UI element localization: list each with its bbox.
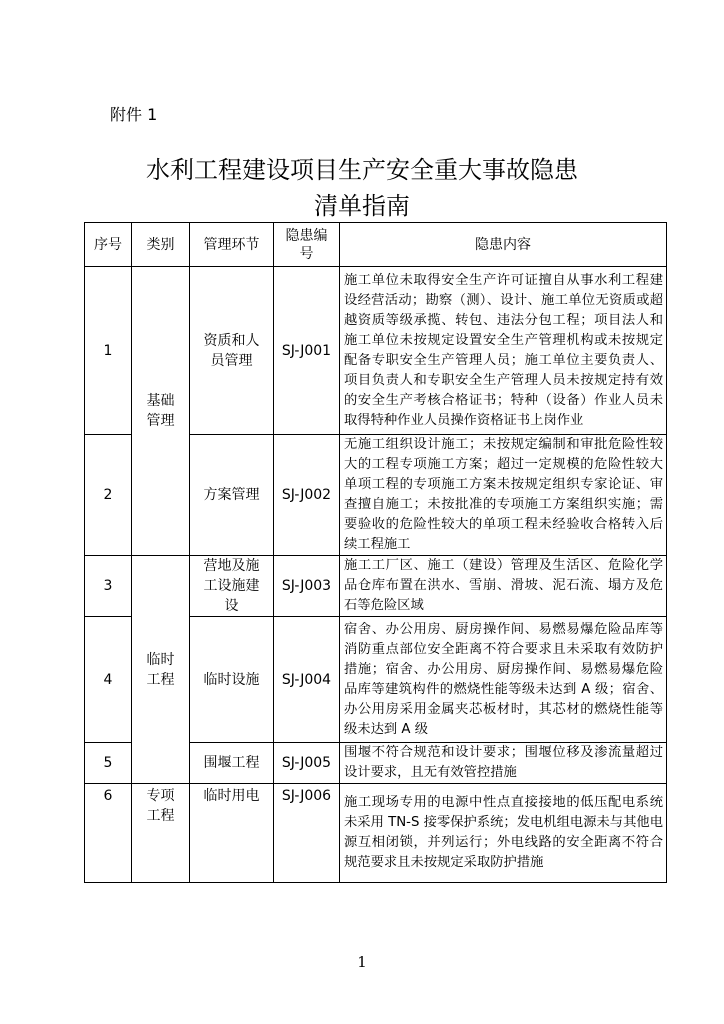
table-header-row	[85, 223, 667, 267]
document-title-line1: 水利工程建设项目生产安全重大事故隐患	[146, 156, 578, 184]
row-seq: 1	[85, 267, 132, 435]
row-content: 施工单位未取得安全生产许可证擅自从事水利工程建设经营活动；勘察（测）、设计、施工单位无资质或超越资质等级承揽、转包、违法分包工程；项目法人和施工单位未按规定设置安全生产管理机构或未按规定配备专职安全生产管理人员；施工单位主要负责人、项目负责人和专职安全生产管理人员未按规定持有效的安全生产考核合格证书；特种（设备）作业人员未取得特种作业人员操作资格证书上岗作业	[340, 267, 667, 435]
row-code: SJ-J005	[274, 743, 340, 784]
row-code: SJ-J006	[274, 784, 340, 883]
table-row	[85, 784, 667, 883]
page-number: 1	[357, 953, 367, 971]
hazard-table	[84, 222, 667, 883]
row-code: SJ-J002	[274, 435, 340, 556]
header-content: 隐患内容	[340, 223, 667, 267]
row-seq: 4	[85, 617, 132, 743]
document-title-line2: 清单指南	[314, 192, 410, 220]
row-content: 施工现场专用的电源中性点直接接地的低压配电系统未采用 TN-S 接零保护系统；发电机组电源未与其他电源互相闭锁，并列运行；外电线路的安全距离不符合规范要求且未按规定采取防护措施	[340, 784, 667, 883]
row-code: SJ-J001	[274, 267, 340, 435]
category-cell: 专项工程	[132, 784, 190, 883]
row-management: 临时用电	[190, 784, 274, 883]
row-management: 资质和人员管理	[190, 267, 274, 435]
header-category: 类别	[132, 223, 190, 267]
row-code: SJ-J003	[274, 556, 340, 617]
row-seq: 6	[85, 784, 132, 883]
row-management: 围堰工程	[190, 743, 274, 784]
table-row	[85, 556, 667, 617]
table-row	[85, 267, 667, 435]
header-seq: 序号	[85, 223, 132, 267]
row-code: SJ-J004	[274, 617, 340, 743]
attachment-label: 附件 1	[110, 105, 158, 124]
row-management: 临时设施	[190, 617, 274, 743]
row-content: 施工工厂区、施工（建设）管理及生活区、危险化学品仓库布置在洪水、雪崩、滑坡、泥石流、塌方及危石等危险区域	[340, 556, 667, 617]
category-cell: 临时工程	[132, 556, 190, 784]
category-cell: 基础管理	[132, 267, 190, 556]
row-content: 围堰不符合规范和设计要求；围堰位移及渗流量超过设计要求，且无有效管控措施	[340, 743, 667, 784]
row-seq: 2	[85, 435, 132, 556]
header-management: 管理环节	[190, 223, 274, 267]
row-seq: 5	[85, 743, 132, 784]
header-code: 隐患编号	[274, 223, 340, 267]
row-seq: 3	[85, 556, 132, 617]
row-management: 营地及施工设施建设	[190, 556, 274, 617]
row-content: 宿舍、办公用房、厨房操作间、易燃易爆危险品库等消防重点部位安全距离不符合要求且未采取有效防护措施；宿舍、办公用房、厨房操作间、易燃易爆危险品库等建筑构件的燃烧性能等级未达到 A 级；宿舍、办公用房采用金属夹芯板材时，其芯材的燃烧性能等级未达到 A 级	[340, 617, 667, 743]
row-content: 无施工组织设计施工；未按规定编制和审批危险性较大的工程专项施工方案；超过一定规模的危险性较大单项工程的专项施工方案未按规定组织专家论证、审查擅自施工；未按批准的专项施工方案组织实施；需要验收的危险性较大的单项工程未经验收合格转入后续工程施工	[340, 435, 667, 556]
row-management: 方案管理	[190, 435, 274, 556]
